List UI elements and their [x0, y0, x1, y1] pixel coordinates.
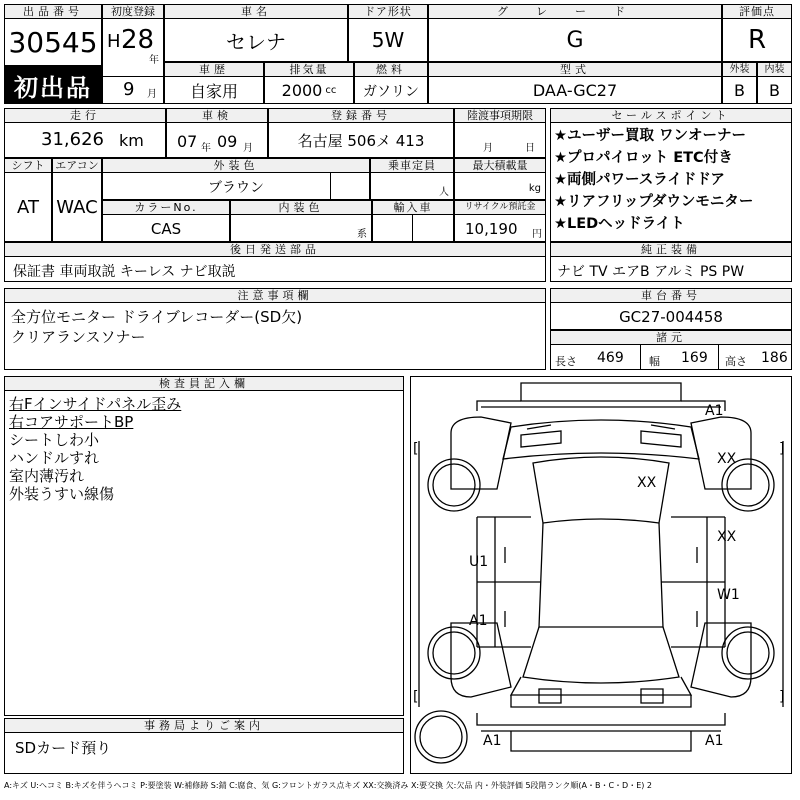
equipment-value: ナビ TV エアB アルミ PS PW — [557, 264, 745, 280]
dimensions-cell — [550, 330, 792, 370]
history-value: 自家用 — [189, 82, 238, 101]
bracket-left-top: [ — [413, 441, 419, 457]
insp-year-unit: 年 — [201, 143, 211, 154]
int-grade-value: B — [769, 81, 780, 100]
sales-point: ★リアフリップダウンモニター — [554, 194, 754, 210]
car-diagram-cell — [410, 376, 792, 774]
ac-label: エアコン — [53, 159, 101, 173]
sales-point: ★ユーザー買取 ワンオーナー — [554, 128, 747, 144]
reg-month: 9 — [123, 79, 135, 100]
displacement-unit: cc — [325, 85, 337, 96]
inspector-line: ハンドルすれ — [9, 449, 100, 467]
dimensions-label: 諸元 — [551, 331, 791, 345]
recycle-value: 10,190 — [465, 220, 518, 238]
inspector-label: 検査員記入欄 — [5, 377, 403, 391]
load-unit: kg — [528, 183, 541, 194]
notes-cell — [4, 288, 546, 370]
score-cell — [722, 4, 792, 62]
shift-label: シフト — [5, 159, 51, 173]
later-parts-cell — [4, 242, 546, 282]
grade-label: グレード — [429, 5, 721, 19]
inspector-cell — [4, 376, 404, 716]
mark-rear-right: A1 — [705, 733, 724, 749]
type-value: DAA-GC27 — [532, 81, 618, 100]
length-value: 469 — [597, 350, 624, 366]
load-label: 最大積載量 — [455, 159, 545, 173]
transfer-label: 陸渡事項期限 — [455, 109, 545, 123]
first-reg-label: 初度登録 — [103, 5, 163, 19]
divider — [412, 214, 413, 242]
recycle-cell — [454, 200, 546, 242]
fuel-label: 燃料 — [355, 63, 427, 77]
lot-label: 出品番号 — [5, 5, 101, 19]
divider — [102, 76, 164, 77]
inspection-label: 車検 — [167, 109, 267, 123]
mileage-label: 走行 — [5, 109, 165, 123]
transfer-day: 日 — [525, 143, 535, 154]
ext-grade-cell — [722, 62, 757, 104]
type-label: 型式 — [429, 63, 721, 77]
ac-value: WAC — [56, 196, 98, 218]
divider — [330, 172, 331, 200]
history-label: 車歴 — [165, 63, 263, 77]
door-cell — [348, 4, 428, 62]
height-label: 高さ — [725, 355, 747, 368]
mark-right-rear-door: W1 — [717, 587, 740, 603]
color-no-label: カラーNo. — [103, 201, 229, 215]
history-cell — [164, 62, 264, 104]
equipment-cell — [550, 242, 792, 282]
door-label: ドア形状 — [349, 5, 427, 19]
recycle-label: リサイクル預託金 — [455, 201, 545, 215]
recycle-unit: 円 — [532, 229, 542, 240]
bracket-right-top: ] — [779, 441, 785, 457]
mark-right-fender: XX — [717, 451, 737, 467]
capacity-cell — [370, 158, 454, 200]
inspector-line: 右コアサポートBP — [9, 413, 134, 431]
plate-label: 登録番号 — [269, 109, 453, 123]
plate-cell — [268, 108, 454, 158]
later-parts-value: 保証書 車両取説 キーレス ナビ取説 — [13, 264, 236, 280]
reg-month-unit: 月 — [147, 89, 157, 100]
mileage-value: 31,626 — [41, 129, 104, 150]
legend: A:キズ U:ヘコミ B:キズを伴うヘコミ P:要塗装 W:補修跡 S:錆 C:腐食、気 G:フロントガラス点キズ XX:交換済み X:要交換 欠:欠品 内・外装評価 5段階ランク順(A・B・C・D・E) 2 — [4, 781, 653, 790]
sales-points-cell — [550, 108, 792, 242]
chassis-cell — [550, 288, 792, 330]
import-label: 輸入車 — [373, 201, 453, 215]
width-value: 169 — [681, 350, 708, 366]
shift-cell — [4, 158, 52, 242]
divider — [718, 344, 719, 370]
sales-points-label: セールスポイント — [551, 109, 791, 123]
ext-grade-label: 外装 — [723, 63, 756, 77]
height-value: 186 — [761, 350, 788, 366]
insp-month-unit: 月 — [243, 143, 253, 154]
inspector-line: シートしわ小 — [9, 431, 100, 449]
model-label: 車名 — [165, 5, 347, 19]
divider — [640, 344, 641, 370]
transfer-cell — [454, 108, 546, 158]
score-label: 評価点 — [723, 5, 791, 19]
color-no-value: CAS — [150, 219, 182, 238]
int-color-cell — [230, 200, 372, 242]
model-name: セレナ — [226, 29, 286, 54]
insp-year: 07 — [177, 132, 198, 151]
chassis-number: GC27-004458 — [619, 307, 723, 326]
int-grade-cell — [757, 62, 792, 104]
door-type: 5W — [371, 28, 405, 52]
int-color-unit: 系 — [357, 229, 367, 240]
mark-right-front-door: XX — [717, 529, 737, 545]
length-label: 長さ — [555, 355, 577, 368]
color-no-cell — [102, 200, 230, 242]
first-reg-cell — [102, 4, 164, 104]
first-listing-badge: 初出品 — [4, 66, 102, 104]
office-cell — [4, 718, 404, 774]
inspector-line: 室内薄汚れ — [9, 467, 85, 485]
ext-color-label: 外装色 — [103, 159, 369, 173]
import-cell — [372, 200, 454, 242]
reg-year-unit: 年 — [149, 55, 159, 66]
later-parts-label: 後日発送部品 — [5, 243, 545, 257]
sales-point: ★プロパイロット ETC付き — [554, 150, 733, 166]
fuel-value: ガソリン — [363, 83, 419, 100]
mileage-cell — [4, 108, 166, 158]
model-cell — [164, 4, 348, 62]
ext-grade-value: B — [734, 81, 745, 100]
fuel-cell — [354, 62, 428, 104]
reg-year: 28 — [121, 25, 155, 55]
ac-cell — [52, 158, 102, 242]
plate-value: 名古屋 506メ 413 — [297, 132, 425, 150]
inspector-line: 右Fインサイドパネル歪み — [9, 395, 182, 413]
note-line: 全方位モニター ドライブレコーダー(SD欠) — [11, 308, 303, 326]
lot-number-cell — [4, 4, 102, 66]
equipment-label: 純正装備 — [551, 243, 791, 257]
inspection-cell — [166, 108, 268, 158]
era: H — [107, 31, 121, 52]
mark-hood: XX — [637, 475, 657, 491]
bracket-left-bottom: [ — [413, 689, 419, 705]
office-text: SDカード預り — [15, 739, 112, 757]
width-label: 幅 — [649, 355, 660, 368]
mark-front-right: A1 — [705, 403, 724, 419]
int-grade-label: 内装 — [758, 63, 791, 77]
capacity-label: 乗車定員 — [371, 159, 453, 173]
type-cell — [428, 62, 722, 104]
inspector-line: 外装うすい線傷 — [9, 485, 115, 503]
mark-rear-left: A1 — [483, 733, 502, 749]
sales-points-list — [551, 123, 791, 235]
lot-number: 30545 — [8, 25, 98, 59]
ext-color-value: ブラウン — [208, 179, 264, 196]
grade-cell — [428, 4, 722, 62]
bracket-right-bottom: ] — [779, 689, 785, 705]
office-label: 事務局よりご案内 — [5, 719, 403, 733]
note-line: クリアランスソナー — [11, 328, 146, 346]
mark-left-rear-door: A1 — [469, 613, 488, 629]
shift-value: AT — [17, 196, 39, 218]
sales-point: ★LEDヘッドライト — [554, 216, 685, 232]
grade-value: G — [566, 27, 584, 53]
chassis-label: 車台番号 — [551, 289, 791, 303]
car-diagram — [411, 377, 791, 773]
mark-left-front-door: U1 — [469, 554, 489, 570]
notes-label: 注意事項欄 — [5, 289, 545, 303]
transfer-month: 月 — [483, 143, 493, 154]
displacement-cell — [264, 62, 354, 104]
mileage-unit: km — [119, 131, 144, 150]
int-color-label: 内装色 — [231, 201, 371, 215]
displacement-label: 排気量 — [265, 63, 353, 77]
sales-point: ★両側パワースライドドア — [554, 172, 725, 188]
insp-month: 09 — [217, 132, 238, 151]
displacement-value: 2000 — [281, 81, 323, 100]
capacity-unit: 人 — [439, 187, 449, 198]
score-value: R — [747, 25, 767, 55]
load-cell — [454, 158, 546, 200]
